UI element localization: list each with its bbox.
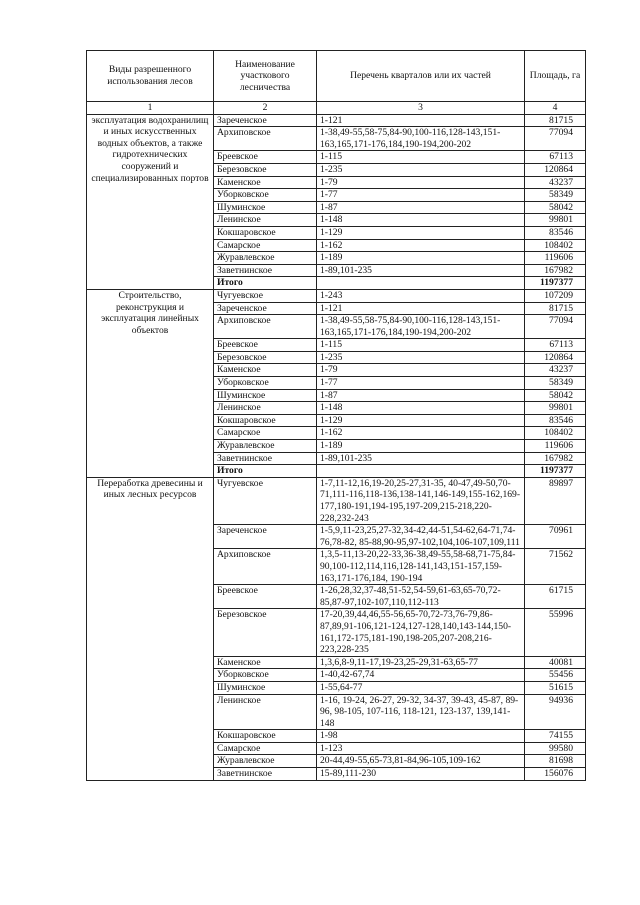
quarters-cell: 1-98 <box>317 730 525 743</box>
quarters-cell: 1,3,5-11,13-20,22-33,36-38,49-55,58-68,71-75,84-90,100-112,114,116,128-141,143,151-157,159-163,171-176,184, 190-194 <box>317 549 525 585</box>
forestry-cell: Каменское <box>214 656 317 669</box>
forestry-cell: Заветнинское <box>214 768 317 781</box>
forestry-cell: Чугуевское <box>214 289 317 302</box>
col-number: 2 <box>214 102 317 115</box>
use-type-cell: Переработка древесины и иных лесных ресурсов <box>87 477 214 780</box>
forestry-cell: Уборковское <box>214 669 317 682</box>
area-cell: 156076 <box>525 768 586 781</box>
quarters-cell: 1-79 <box>317 364 525 377</box>
area-cell: 70961 <box>525 525 586 549</box>
forestry-cell: Архиповское <box>214 127 317 151</box>
area-cell: 67113 <box>525 339 586 352</box>
col-number: 3 <box>317 102 525 115</box>
area-cell: 58042 <box>525 389 586 402</box>
forestry-cell: Каменское <box>214 364 317 377</box>
quarters-cell: 1-87 <box>317 201 525 214</box>
forestry-cell: Зареченское <box>214 114 317 127</box>
area-cell: 74155 <box>525 730 586 743</box>
area-cell: 119606 <box>525 440 586 453</box>
quarters-cell: 1-7,11-12,16,19-20,25-27,31-35, 40-47,49-50,70-71,111-116,118-136,138-141,146-149,155-162,169-177,180-191,194-195,197-209,215-218,220-228,232-243 <box>317 477 525 524</box>
total-label: Итого <box>214 277 317 290</box>
quarters-cell: 1,3,6,8-9,11-17,19-23,25-29,31-63,65-77 <box>317 656 525 669</box>
forestry-cell: Самарское <box>214 742 317 755</box>
area-cell: 99801 <box>525 402 586 415</box>
header-quarters: Перечень кварталов или их частей <box>317 51 525 102</box>
area-cell: 99580 <box>525 742 586 755</box>
quarters-cell: 1-79 <box>317 176 525 189</box>
header-area: Площадь, га <box>525 51 586 102</box>
quarters-cell: 15-89,111-230 <box>317 768 525 781</box>
total-value: 1197377 <box>525 465 586 478</box>
forestry-cell: Шуминское <box>214 201 317 214</box>
quarters-cell: 1-121 <box>317 302 525 315</box>
forestry-cell: Бреевское <box>214 585 317 609</box>
quarters-cell: 1-40,42-67,74 <box>317 669 525 682</box>
forestry-cell: Каменское <box>214 176 317 189</box>
table-row <box>87 289 586 302</box>
quarters-cell: 1-38,49-55,58-75,84-90,100-116,128-143,151-163,165,171-176,184,190-194,200-202 <box>317 315 525 339</box>
area-cell: 167982 <box>525 452 586 465</box>
area-cell: 83546 <box>525 414 586 427</box>
area-cell: 51615 <box>525 681 586 694</box>
header-forestry: Наименование участкового лесничества <box>214 51 317 102</box>
area-cell: 40081 <box>525 656 586 669</box>
forestry-cell: Шуминское <box>214 389 317 402</box>
quarters-cell: 1-5,9,11-23,25,27-32,34-42,44-51,54-62,64-71,74-76,78-82, 85-88,90-95,97-102,104,106-107,109,111 <box>317 525 525 549</box>
forestry-cell: Самарское <box>214 239 317 252</box>
forestry-cell: Кокшаровское <box>214 730 317 743</box>
quarters-cell: 1-148 <box>317 214 525 227</box>
forestry-cell: Архиповское <box>214 549 317 585</box>
area-cell: 120864 <box>525 163 586 176</box>
area-cell: 81715 <box>525 114 586 127</box>
area-cell: 77094 <box>525 127 586 151</box>
area-cell: 89897 <box>525 477 586 524</box>
forestry-cell: Березовское <box>214 351 317 364</box>
forestry-cell: Уборковское <box>214 377 317 390</box>
forest-use-table <box>86 50 586 781</box>
area-cell: 81698 <box>525 755 586 768</box>
forestry-cell: Березовское <box>214 163 317 176</box>
area-cell: 94936 <box>525 694 586 730</box>
quarters-cell: 1-115 <box>317 339 525 352</box>
forestry-cell: Журавлевское <box>214 440 317 453</box>
area-cell: 107209 <box>525 289 586 302</box>
quarters-cell: 1-129 <box>317 226 525 239</box>
forestry-cell: Архиповское <box>214 315 317 339</box>
quarters-cell: 1-148 <box>317 402 525 415</box>
forestry-cell: Уборковское <box>214 189 317 202</box>
forestry-cell: Бреевское <box>214 151 317 164</box>
quarters-cell: 17-20,39,44,46,55-56,65-70,72-73,76-79,86-87,89,91-106,121-124,127-128,140,143-144,150-161,172-175,181-190,198-205,207-208,216-223,228-235 <box>317 609 525 656</box>
quarters-cell: 1-77 <box>317 377 525 390</box>
total-empty-cell <box>317 277 525 290</box>
forestry-cell: Заветнинское <box>214 264 317 277</box>
quarters-cell: 1-55,64-77 <box>317 681 525 694</box>
quarters-cell: 1-121 <box>317 114 525 127</box>
forestry-cell: Журавлевское <box>214 755 317 768</box>
forestry-cell: Самарское <box>214 427 317 440</box>
forestry-cell: Березовское <box>214 609 317 656</box>
area-cell: 120864 <box>525 351 586 364</box>
forestry-cell: Ленинское <box>214 402 317 415</box>
area-cell: 43237 <box>525 176 586 189</box>
forestry-cell: Заветнинское <box>214 452 317 465</box>
total-empty-cell <box>317 465 525 478</box>
forestry-cell: Зареченское <box>214 302 317 315</box>
forestry-cell: Чугуевское <box>214 477 317 524</box>
forestry-cell: Журавлевское <box>214 252 317 265</box>
quarters-cell: 1-89,101-235 <box>317 264 525 277</box>
quarters-cell: 1-162 <box>317 427 525 440</box>
quarters-cell: 1-189 <box>317 440 525 453</box>
quarters-cell: 1-189 <box>317 252 525 265</box>
use-type-cell: эксплуатация водохранилищ и иных искусственных водных объектов, а также гидротехнических сооружений и специализированных портов <box>87 114 214 289</box>
quarters-cell: 1-123 <box>317 742 525 755</box>
area-cell: 58042 <box>525 201 586 214</box>
table-row <box>87 477 586 524</box>
area-cell: 71562 <box>525 549 586 585</box>
quarters-cell: 1-16, 19-24, 26-27, 29-32, 34-37, 39-43, 45-87, 89-96, 98-105, 107-116, 118-121, 123-137, 139,141-148 <box>317 694 525 730</box>
forestry-cell: Ленинское <box>214 214 317 227</box>
table-body <box>87 114 586 780</box>
quarters-cell: 1-129 <box>317 414 525 427</box>
quarters-cell: 1-77 <box>317 189 525 202</box>
quarters-cell: 20-44,49-55,65-73,81-84,96-105,109-162 <box>317 755 525 768</box>
area-cell: 108402 <box>525 427 586 440</box>
use-type-cell: Строительство, реконструкция и эксплуатация линейных объектов <box>87 289 214 477</box>
forestry-cell: Ленинское <box>214 694 317 730</box>
quarters-cell: 1-162 <box>317 239 525 252</box>
area-cell: 83546 <box>525 226 586 239</box>
quarters-cell: 1-87 <box>317 389 525 402</box>
quarters-cell: 1-115 <box>317 151 525 164</box>
area-cell: 77094 <box>525 315 586 339</box>
area-cell: 58349 <box>525 189 586 202</box>
col-number: 4 <box>525 102 586 115</box>
forestry-cell: Бреевское <box>214 339 317 352</box>
quarters-cell: 1-243 <box>317 289 525 302</box>
area-cell: 55456 <box>525 669 586 682</box>
forestry-cell: Шуминское <box>214 681 317 694</box>
quarters-cell: 1-26,28,32,37-48,51-52,54-59,61-63,65-70,72-85,87-97,102-107,110,112-113 <box>317 585 525 609</box>
forestry-cell: Зареченское <box>214 525 317 549</box>
area-cell: 81715 <box>525 302 586 315</box>
header-use-type: Виды разрешенного использования лесов <box>87 51 214 102</box>
quarters-cell: 1-89,101-235 <box>317 452 525 465</box>
quarters-cell: 1-38,49-55,58-75,84-90,100-116,128-143,151-163,165,171-176,184,190-194,200-202 <box>317 127 525 151</box>
area-cell: 67113 <box>525 151 586 164</box>
table-row <box>87 114 586 127</box>
area-cell: 55996 <box>525 609 586 656</box>
forestry-cell: Кокшаровское <box>214 226 317 239</box>
col-number: 1 <box>87 102 214 115</box>
total-value: 1197377 <box>525 277 586 290</box>
area-cell: 99801 <box>525 214 586 227</box>
area-cell: 61715 <box>525 585 586 609</box>
quarters-cell: 1-235 <box>317 351 525 364</box>
forestry-cell: Кокшаровское <box>214 414 317 427</box>
area-cell: 108402 <box>525 239 586 252</box>
area-cell: 43237 <box>525 364 586 377</box>
total-label: Итого <box>214 465 317 478</box>
area-cell: 58349 <box>525 377 586 390</box>
area-cell: 167982 <box>525 264 586 277</box>
quarters-cell: 1-235 <box>317 163 525 176</box>
area-cell: 119606 <box>525 252 586 265</box>
